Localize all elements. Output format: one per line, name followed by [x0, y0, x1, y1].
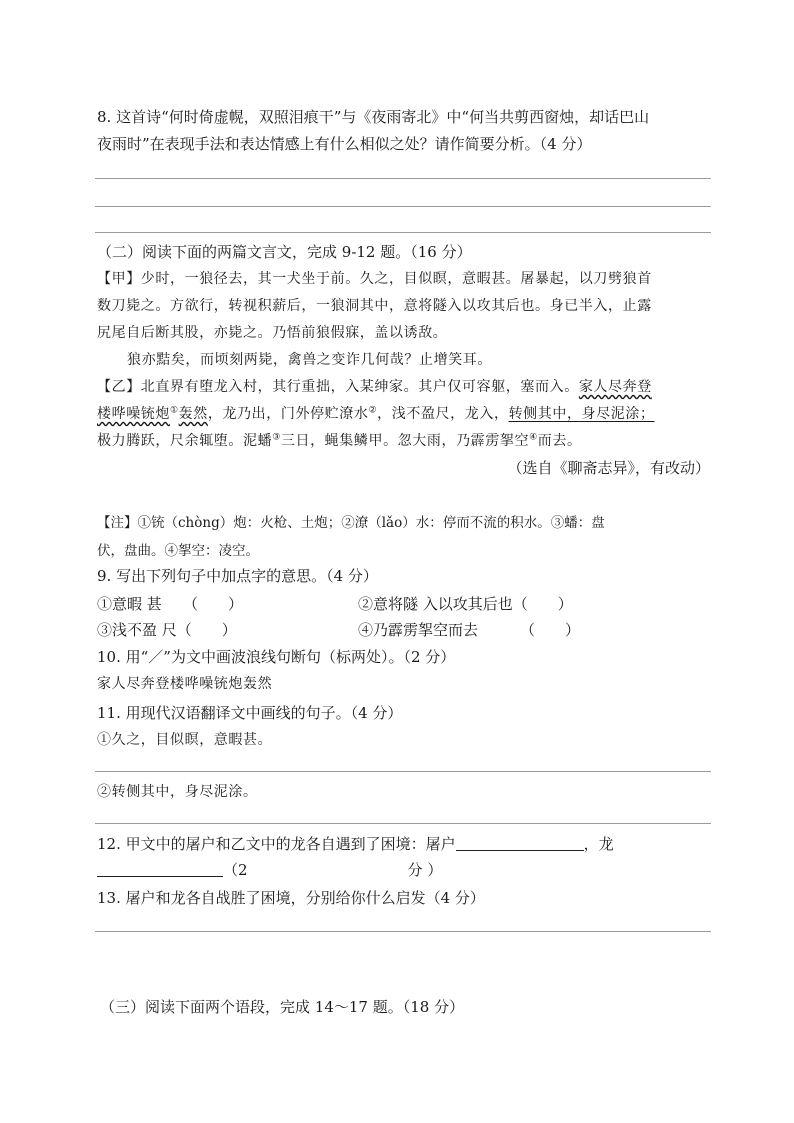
passage-yi-line [97, 403, 655, 423]
q12-line2 [97, 859, 442, 880]
passage-yi-line [97, 430, 582, 450]
q8-line1: 8. 这首诗“何时倚虚幌，双照泪痕干”与《夜雨寄北》中“何当共剪西窗烛，却话巴山 [97, 108, 650, 126]
source-citation: （选自《聊斋志异》，有改动） [507, 459, 710, 477]
q12-text: ，龙 [583, 835, 614, 853]
footnote-mark: ④ [529, 432, 538, 443]
q9-item-4: ④乃霹雳挐空而去 [358, 621, 479, 639]
q13-title: 13. 屠户和龙各自战胜了困境，分别给你什么启发（4 分） [97, 889, 485, 907]
q9-item-3[interactable]: ③浅不盈 尺（ ） [97, 621, 237, 639]
wavy-sentence: 轰然 [178, 406, 208, 422]
q11-item-2: ②转侧其中，身尽泥涂。 [97, 784, 258, 800]
q12-blank-dragon[interactable] [97, 862, 223, 877]
passage-yi-text: ，浅不盈尺，龙入， [377, 406, 509, 422]
passage-yi-text: 而去。 [537, 433, 582, 449]
passage-jia-line: 【甲】少时，一狼径去，其一犬坐于前。久之，目似瞑，意暇甚。屠暴起，以刀劈狼首 [97, 271, 652, 287]
q8-line2: 夜雨时”在表现手法和表达情感上有什么相似之处？请作简要分析。（4 分） [97, 135, 592, 153]
footnote-mark: ③ [272, 432, 281, 443]
footnote-mark: ① [170, 405, 179, 416]
passage-yi-text: ，龙乃出，门外停贮潦水 [207, 406, 369, 422]
answer-line [95, 931, 711, 932]
section-heading: （二）阅读下面的两篇文言文，完成 9-12 题。（16 分） [97, 243, 472, 261]
answer-line [95, 178, 711, 179]
q10-title: 10. 用“／”为文中画波浪线句断句（标两处）。（2 分） [97, 648, 456, 666]
answer-line [95, 823, 711, 824]
wavy-sentence: 家人尽奔登 [578, 379, 652, 395]
passage-yi-text: 【乙】北直界有堕龙入村，其行重拙，入某绅家。其户仅可容躯，塞而入。 [97, 379, 579, 395]
q12-line1 [97, 833, 614, 854]
wavy-sentence: 楼哗噪铳炮 [97, 406, 170, 422]
passage-yi-text: 三日，蝇集鳞甲。忽大雨，乃霹雳挐空 [280, 433, 530, 449]
q9-item-2[interactable]: ②意将隧 入以攻其后也（ ） [358, 595, 573, 613]
passage-jia-line: 数刀毙之。方欲行，转视积薪后，一狼洞其中，意将隧入以攻其后也。身已半入，止露 [97, 298, 652, 314]
passage-yi-line [97, 376, 652, 396]
answer-line [95, 232, 711, 233]
note-line: 【注】①铳（chòng）炮：火枪、土炮；②潦（lǎo）水：停而不流的积水。③蟠：盘 [97, 515, 605, 531]
footnote-mark: ② [368, 405, 378, 416]
q9-item-4-blank[interactable]: （ ） [520, 621, 581, 639]
q12-text: （2 [223, 861, 248, 879]
q11-title: 11. 用现代汉语翻译文中画线的句子。（4 分） [97, 704, 403, 722]
q12-blank-butcher[interactable] [456, 836, 584, 851]
q12-text: 分 ） [407, 861, 443, 879]
section-heading: （三）阅读下面两个语段，完成 14～17 题。（18 分） [100, 998, 465, 1016]
q11-item-1: ①久之，目似瞑，意暇甚。 [97, 732, 273, 748]
q9-item-1-blank[interactable]: （ ） [183, 595, 244, 613]
answer-line [95, 771, 711, 772]
passage-jia-line: 狼亦黠矣，而顷刻两毙，禽兽之变诈几何哉？止增笑耳。 [127, 352, 492, 368]
underlined-sentence: 转侧其中，身尽泥涂； [508, 406, 655, 422]
answer-line [95, 206, 711, 207]
note-line: 伏，盘曲。④挐空：凌空。 [97, 543, 259, 559]
q9-item-1: ①意暇 甚 [97, 595, 162, 613]
passage-yi-text: 极力腾跃，尺余辄堕。泥蟠 [97, 433, 273, 449]
passage-jia-line: 尻尾自后断其股，亦毙之。乃悟前狼假寐，盖以诱敌。 [97, 325, 448, 341]
q10-sentence: 家人尽奔登楼哗噪铳炮轰然 [97, 676, 273, 692]
q12-text: 12. 甲文中的屠户和乙文中的龙各自遇到了困境：屠户 [97, 835, 456, 853]
q9-title: 9. 写出下列句子中加点字的意思。（4 分） [97, 567, 378, 585]
